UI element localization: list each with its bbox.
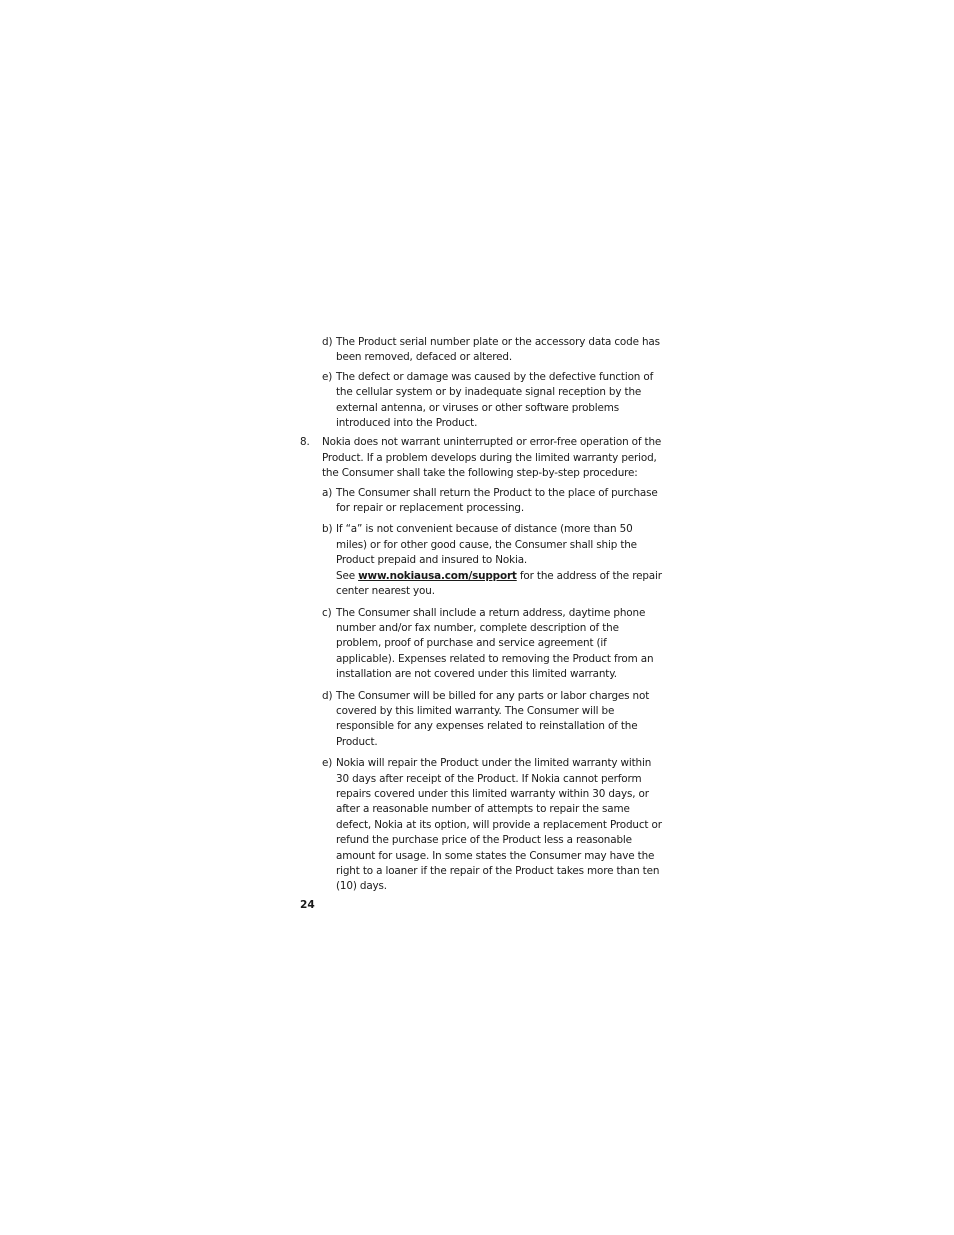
see-suffix: for the address of the repair center nearest you. — [336, 569, 662, 598]
list-marker: e) — [322, 370, 333, 383]
list-item-text: The defect or damage was caused by the defective function of the cellular system or by inadequate signal reception by the external antenna, or viruses or other software problems introduced into the Product. — [336, 370, 654, 430]
list-marker: d) — [322, 689, 333, 702]
list-marker: c) — [322, 606, 332, 619]
list-item-text: The Product serial number plate or the accessory data code has been removed, defaced or altered. — [336, 336, 660, 364]
procedure-step-e — [300, 756, 662, 895]
support-link[interactable]: www.nokiausa.com/support — [358, 569, 517, 582]
list-item-text: The Consumer shall include a return address, daytime phone number and/or fax number, complete description of the problem, proof of purchase and service agreement (if applicable). Expenses related to removing the Product from an installation are not covered under this limited warranty. — [336, 606, 654, 681]
list-item-e-defect-cause — [300, 370, 662, 432]
list-item-text: If “a” is not convenient because of distance (more than 50 miles) or for other good cause, the Consumer shall ship the Product prepaid and insured to Nokia. — [336, 523, 637, 567]
support-reference — [336, 569, 662, 600]
section-text: Nokia does not warrant uninterrupted or error-free operation of the Product. If a problem develops during the limited warranty period, the Consumer shall take the following step-by-step procedure: — [322, 436, 662, 480]
procedure-step-d — [300, 689, 662, 751]
see-prefix: See — [336, 569, 359, 582]
list-marker: d) — [322, 336, 333, 348]
list-marker: a) — [322, 486, 333, 499]
procedure-step-c — [300, 606, 662, 683]
warranty-text-block — [300, 335, 662, 899]
list-item-text: The Consumer shall return the Product to the place of purchase for repair or replacement processing. — [336, 486, 658, 515]
list-marker: b) — [322, 523, 333, 536]
section-8 — [300, 435, 662, 481]
section-number: 8. — [300, 436, 310, 449]
list-item-text: Nokia will repair the Product under the limited warranty within 30 days after receipt of the Product. If Nokia cannot perform repairs covered under this limited warranty within 30 days, or after a reasonable number of attempts to repair the same defect, Nokia at its option, will provide a replacement Product or refund the purchase price of the Product less a reasonable amount for usage. In some states the Consumer may have the right to a loaner if the repair of the Product takes more than ten (10) days. — [336, 757, 662, 893]
procedure-step-a — [300, 486, 662, 517]
list-marker: e) — [322, 757, 333, 770]
list-item-d-serial-plate — [300, 335, 662, 366]
procedure-step-b — [300, 522, 662, 599]
page-number: 24 — [300, 899, 315, 911]
list-item-text: The Consumer will be billed for any parts or labor charges not covered by this limited warranty. The Consumer will be responsible for any expenses related to reinstallation of the Product. — [336, 689, 650, 748]
